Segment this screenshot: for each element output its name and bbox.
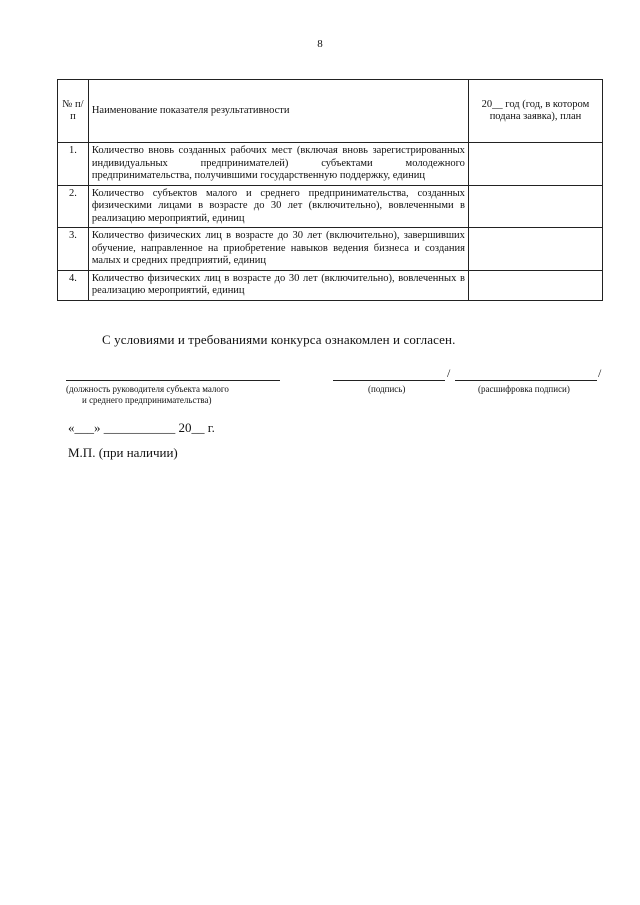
signature-decoding-line[interactable] bbox=[455, 380, 597, 381]
row-plan-cell[interactable] bbox=[468, 228, 602, 271]
row-num: 1. bbox=[58, 143, 89, 186]
header-num: № п/п bbox=[58, 80, 89, 143]
table-row bbox=[58, 143, 603, 186]
row-num: 2. bbox=[58, 185, 89, 228]
position-caption-line2: и среднего предпринимательства) bbox=[82, 395, 212, 405]
row-name: Количество физических лиц в возрасте до 30 лет (включительно), вовлеченных в реализацию мероприятий, единиц bbox=[88, 270, 468, 300]
signature-caption: (подпись) bbox=[368, 384, 406, 394]
row-name: Количество физических лиц в возрасте до 30 лет (включительно), завершивших обучение, направленное на приобретение навыков ведения бизнеса и создания малых и средних предприятий, единиц bbox=[88, 228, 468, 271]
row-num: 4. bbox=[58, 270, 89, 300]
stamp-label: М.П. (при наличии) bbox=[68, 445, 178, 460]
row-num: 3. bbox=[58, 228, 89, 271]
signature-slash: / bbox=[447, 366, 451, 380]
signature-slash-end: / bbox=[598, 366, 602, 380]
position-caption-line1: (должность руководителя субъекта малого bbox=[66, 384, 229, 394]
row-plan-cell[interactable] bbox=[468, 185, 602, 228]
row-name: Количество субъектов малого и среднего предпринимательства, созданных физическими лицами в возрасте до 30 лет (включительно), вовлеченными в реализацию мероприятий, единиц bbox=[88, 185, 468, 228]
table-row bbox=[58, 185, 603, 228]
agreement-statement: С условиями и требованиями конкурса ознакомлен и согласен. bbox=[102, 332, 456, 347]
row-plan-cell[interactable] bbox=[468, 143, 602, 186]
indicators-table bbox=[57, 79, 603, 301]
table-row bbox=[58, 270, 603, 300]
row-plan-cell[interactable] bbox=[468, 270, 602, 300]
signature-line[interactable] bbox=[333, 380, 445, 381]
table-header-row bbox=[58, 80, 603, 143]
position-signature-line[interactable] bbox=[66, 380, 280, 381]
header-name: Наименование показателя результативности bbox=[88, 80, 468, 143]
position-caption bbox=[66, 384, 229, 406]
decoding-caption: (расшифровка подписи) bbox=[478, 384, 570, 394]
row-name: Количество вновь созданных рабочих мест (включая вновь зарегистрированных индивидуальных предпринимателей) субъектами молодежного предпринимательства, получившими государственную поддержку, единиц bbox=[88, 143, 468, 186]
header-plan: 20__ год (год, в котором подана заявка), план bbox=[468, 80, 602, 143]
date-line: «___» ___________ 20__ г. bbox=[68, 420, 215, 435]
table-row bbox=[58, 228, 603, 271]
page-number: 8 bbox=[317, 38, 323, 50]
